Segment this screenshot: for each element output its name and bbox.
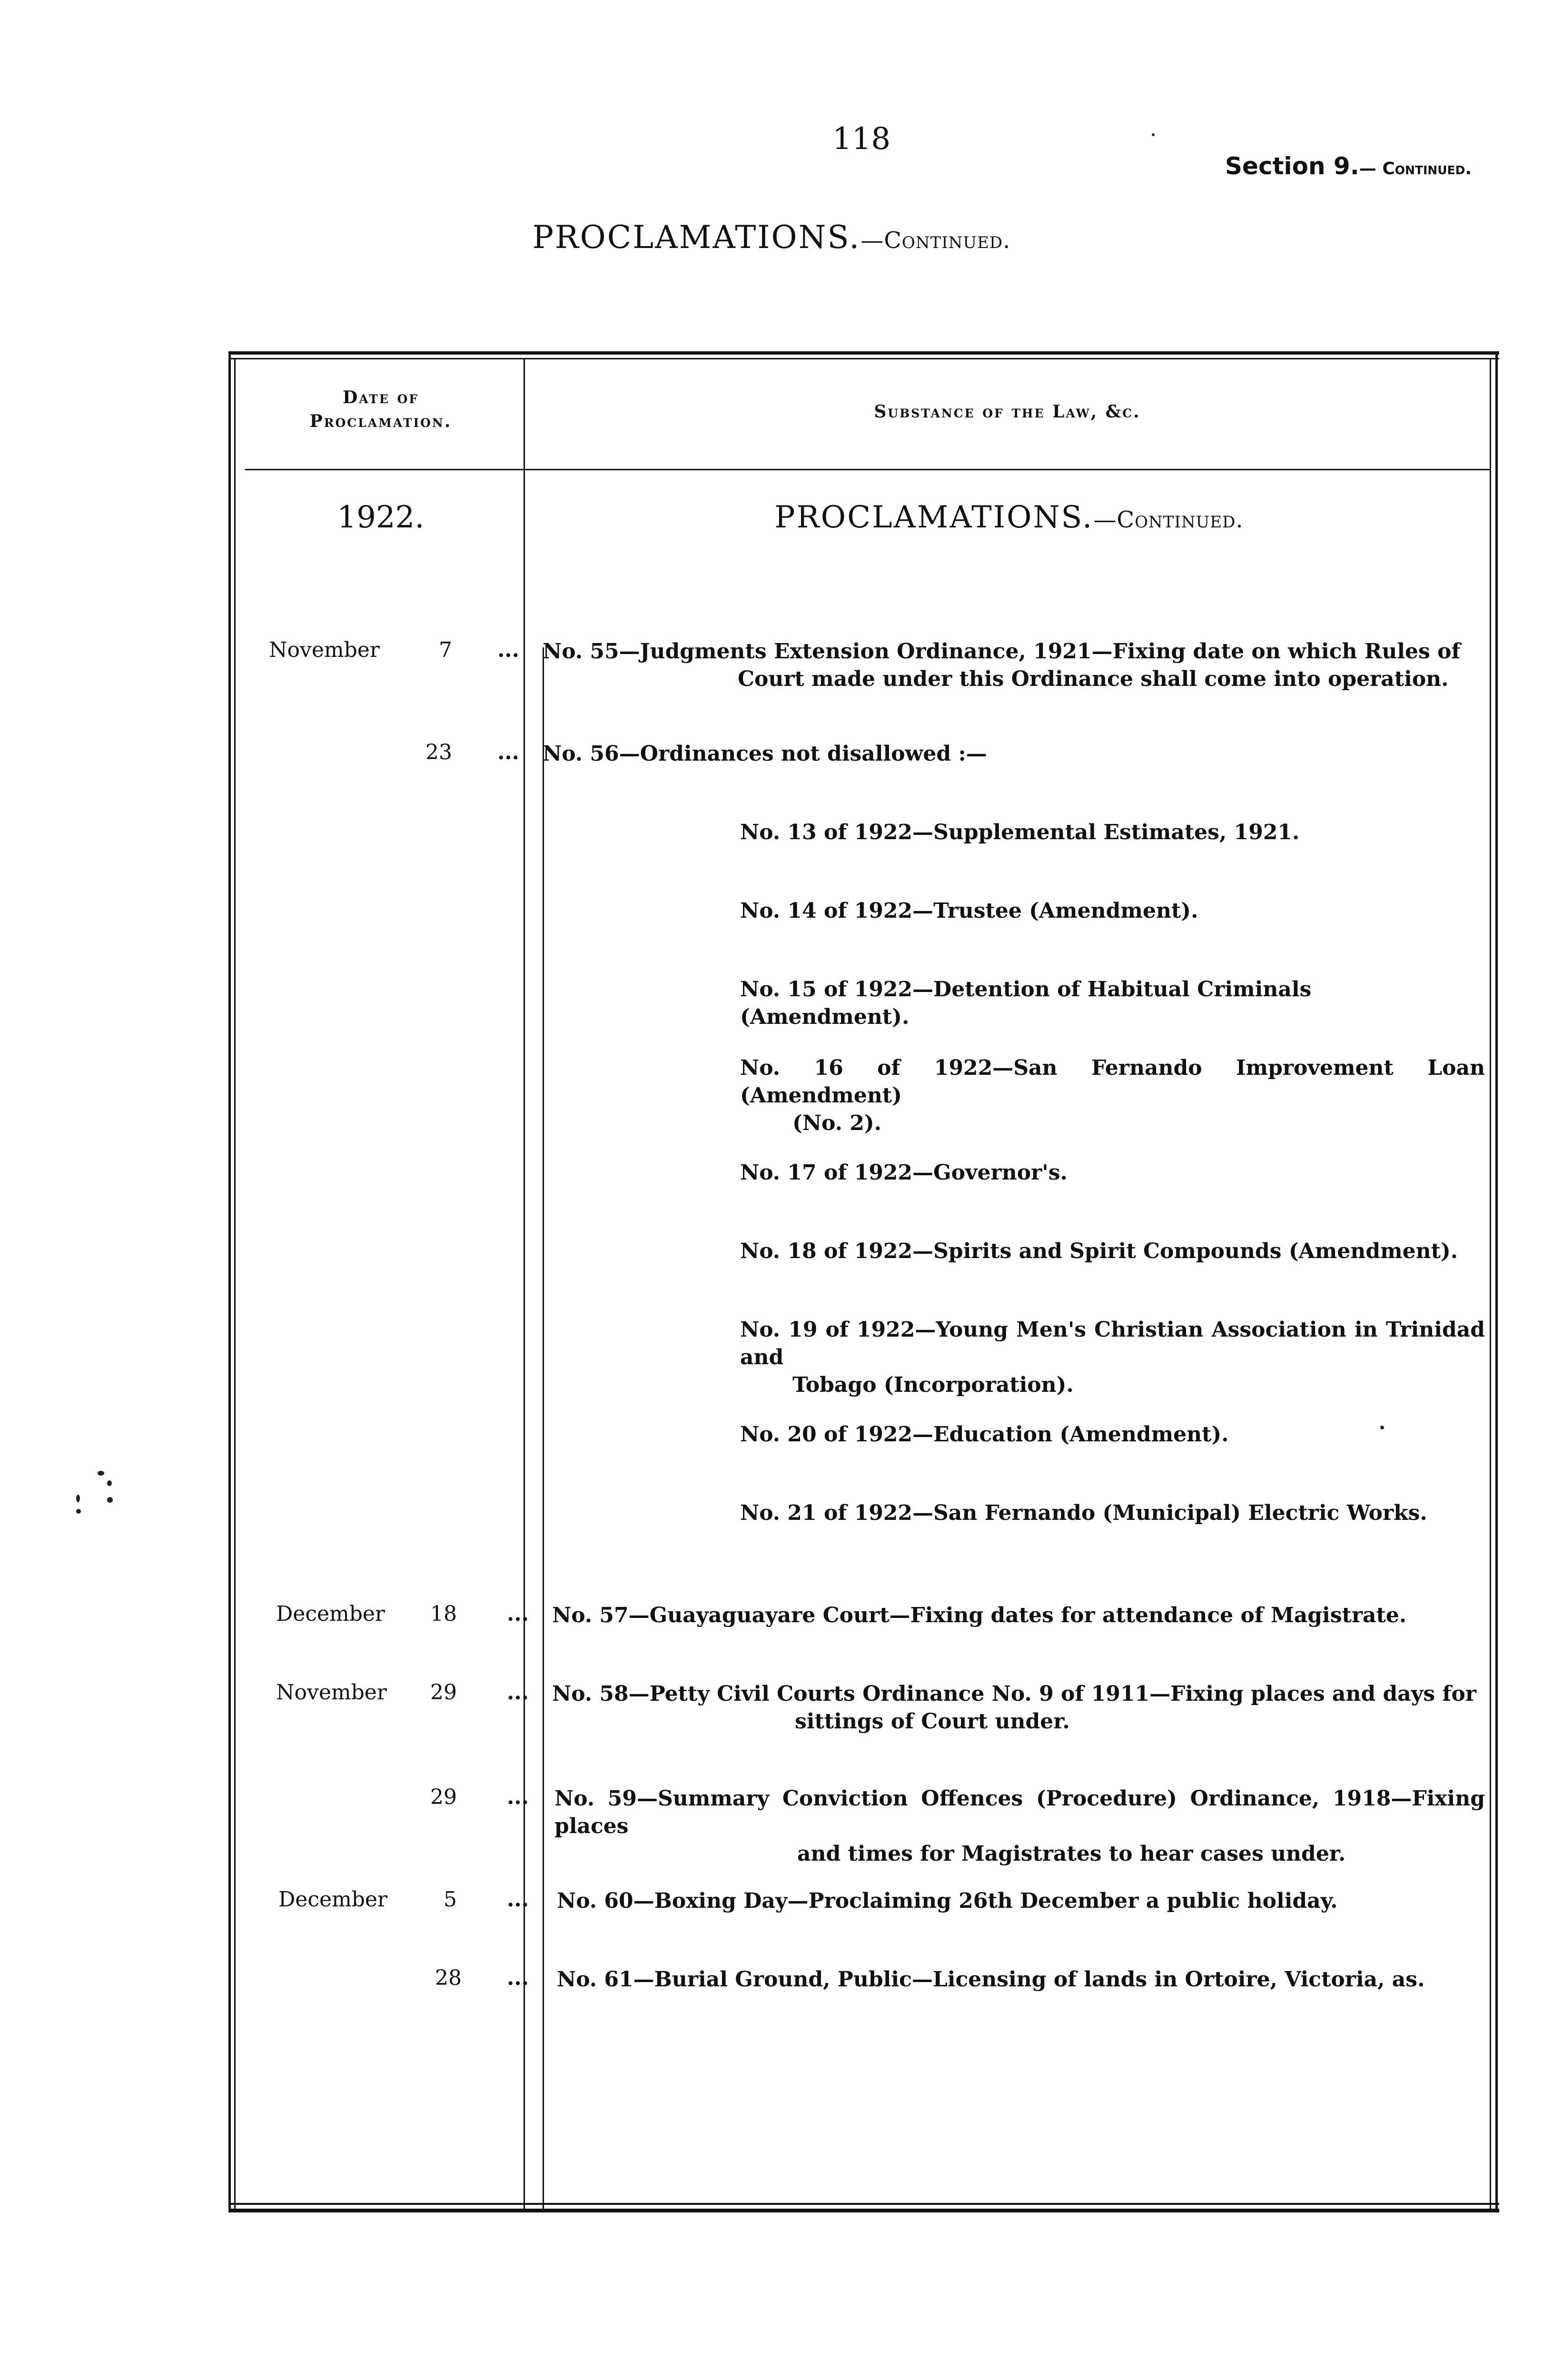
list-item-line: No. 16 of 1922—San Fernando Improvement Loan (Amendment) [740,1056,1485,1108]
page-number: 118 [832,121,891,157]
entry-leader: ... [507,1602,529,1626]
section-name: Section 9. [1225,152,1359,180]
entry-month: December [276,1602,385,1626]
list-item-line: No. 21 of 1922—San Fernando (Municipal) Electric Works. [740,1501,1427,1525]
list-item-line: No. 20 of 1922—Education (Amendment). [740,1422,1229,1447]
entry-day: 18 [430,1602,457,1626]
page-title-continued: —Continued. [861,227,1011,254]
section-label [1225,152,1472,180]
entry-line: No. 59—Summary Conviction Offences (Procedure) Ordinance, 1918—Fixing places [554,1786,1485,1838]
list-item-line: Tobago (Incorporation). [792,1373,1074,1397]
list-item [740,1159,1485,1187]
entry-leader: ... [507,1680,529,1705]
list-item-line: No. 15 of 1922—Detention of Habitual Criminals (Amendment). [740,977,1312,1029]
list-item-line: No. 14 of 1922—Trustee (Amendment). [740,899,1198,923]
entry-month: November [269,638,380,662]
entry-month: November [276,1680,387,1705]
entry-leader: ... [497,740,519,764]
entry-leader: ... [507,1785,529,1809]
list-item [740,1054,1485,1137]
entry-line: No. 55—Judgments Extension Ordinance, 1921—Fixing date on which Rules of [543,639,1461,664]
list-item-line: No. 17 of 1922—Governor's. [740,1160,1068,1185]
entry-text: No. 61—Burial Ground, Public—Licensing of lands in Ortoire, Victoria, as. [557,1967,1425,1992]
section-heading-text: PROCLAMATIONS. [774,500,1094,535]
entry-text [552,1680,1485,1735]
date-header-line1: Date of [343,387,419,407]
list-item-line: No. 13 of 1922—Supplemental Estimates, 1921. [740,820,1300,844]
entry-day: 29 [430,1785,457,1809]
year-heading: 1922. [337,500,425,535]
date-header-line2: Proclamation. [309,411,452,431]
entry-day: 5 [444,1887,457,1912]
date-column-header [238,386,524,433]
entry-day: 23 [425,740,452,764]
section-continued: — Continued. [1359,159,1472,178]
list-item [740,1421,1485,1448]
list-item [740,897,1485,925]
entry-day: 29 [430,1680,457,1705]
page-title-text: PROCLAMATIONS. [532,219,861,256]
entry-leader: ... [507,1966,529,1990]
entry-month: December [278,1887,387,1912]
entry-text [554,1785,1485,1868]
list-item [740,1238,1485,1265]
entry-leader: ... [507,1887,529,1912]
entry-text [543,638,1485,693]
list-item [740,1499,1485,1527]
list-item-line: (No. 2). [792,1111,881,1135]
section-heading-continued: —Continued. [1093,506,1244,533]
substance-column-header: Substance of the Law, &c. [874,402,1141,422]
entry-line: and times for Magistrates to hear cases under. [797,1842,1346,1866]
entry-line: No. 58—Petty Civil Courts Ordinance No. 9 of 1911—Fixing places and days for [552,1682,1476,1706]
entry-text: No. 60—Boxing Day—Proclaiming 26th December a public holiday. [557,1889,1338,1913]
page-title [0,219,1543,256]
list-item [740,976,1485,1031]
entry-leader: ... [497,638,519,662]
list-item-line: No. 19 of 1922—Young Men's Christian Association in Trinidad and [740,1318,1485,1369]
entry-line: Court made under this Ordinance shall come into operation. [738,667,1449,691]
entry-day: 28 [435,1966,462,1990]
entry-text: No. 57—Guayaguayare Court—Fixing dates for attendance of Magistrate. [552,1603,1407,1627]
section-heading [533,500,1485,535]
list-item [740,1316,1485,1399]
entry-line: sittings of Court under. [795,1709,1070,1734]
list-item [740,819,1485,846]
entry-text: No. 56—Ordinances not disallowed :— [543,742,987,766]
entry-day: 7 [439,638,452,662]
list-item-line: No. 18 of 1922—Spirits and Spirit Compounds (Amendment). [740,1239,1458,1263]
